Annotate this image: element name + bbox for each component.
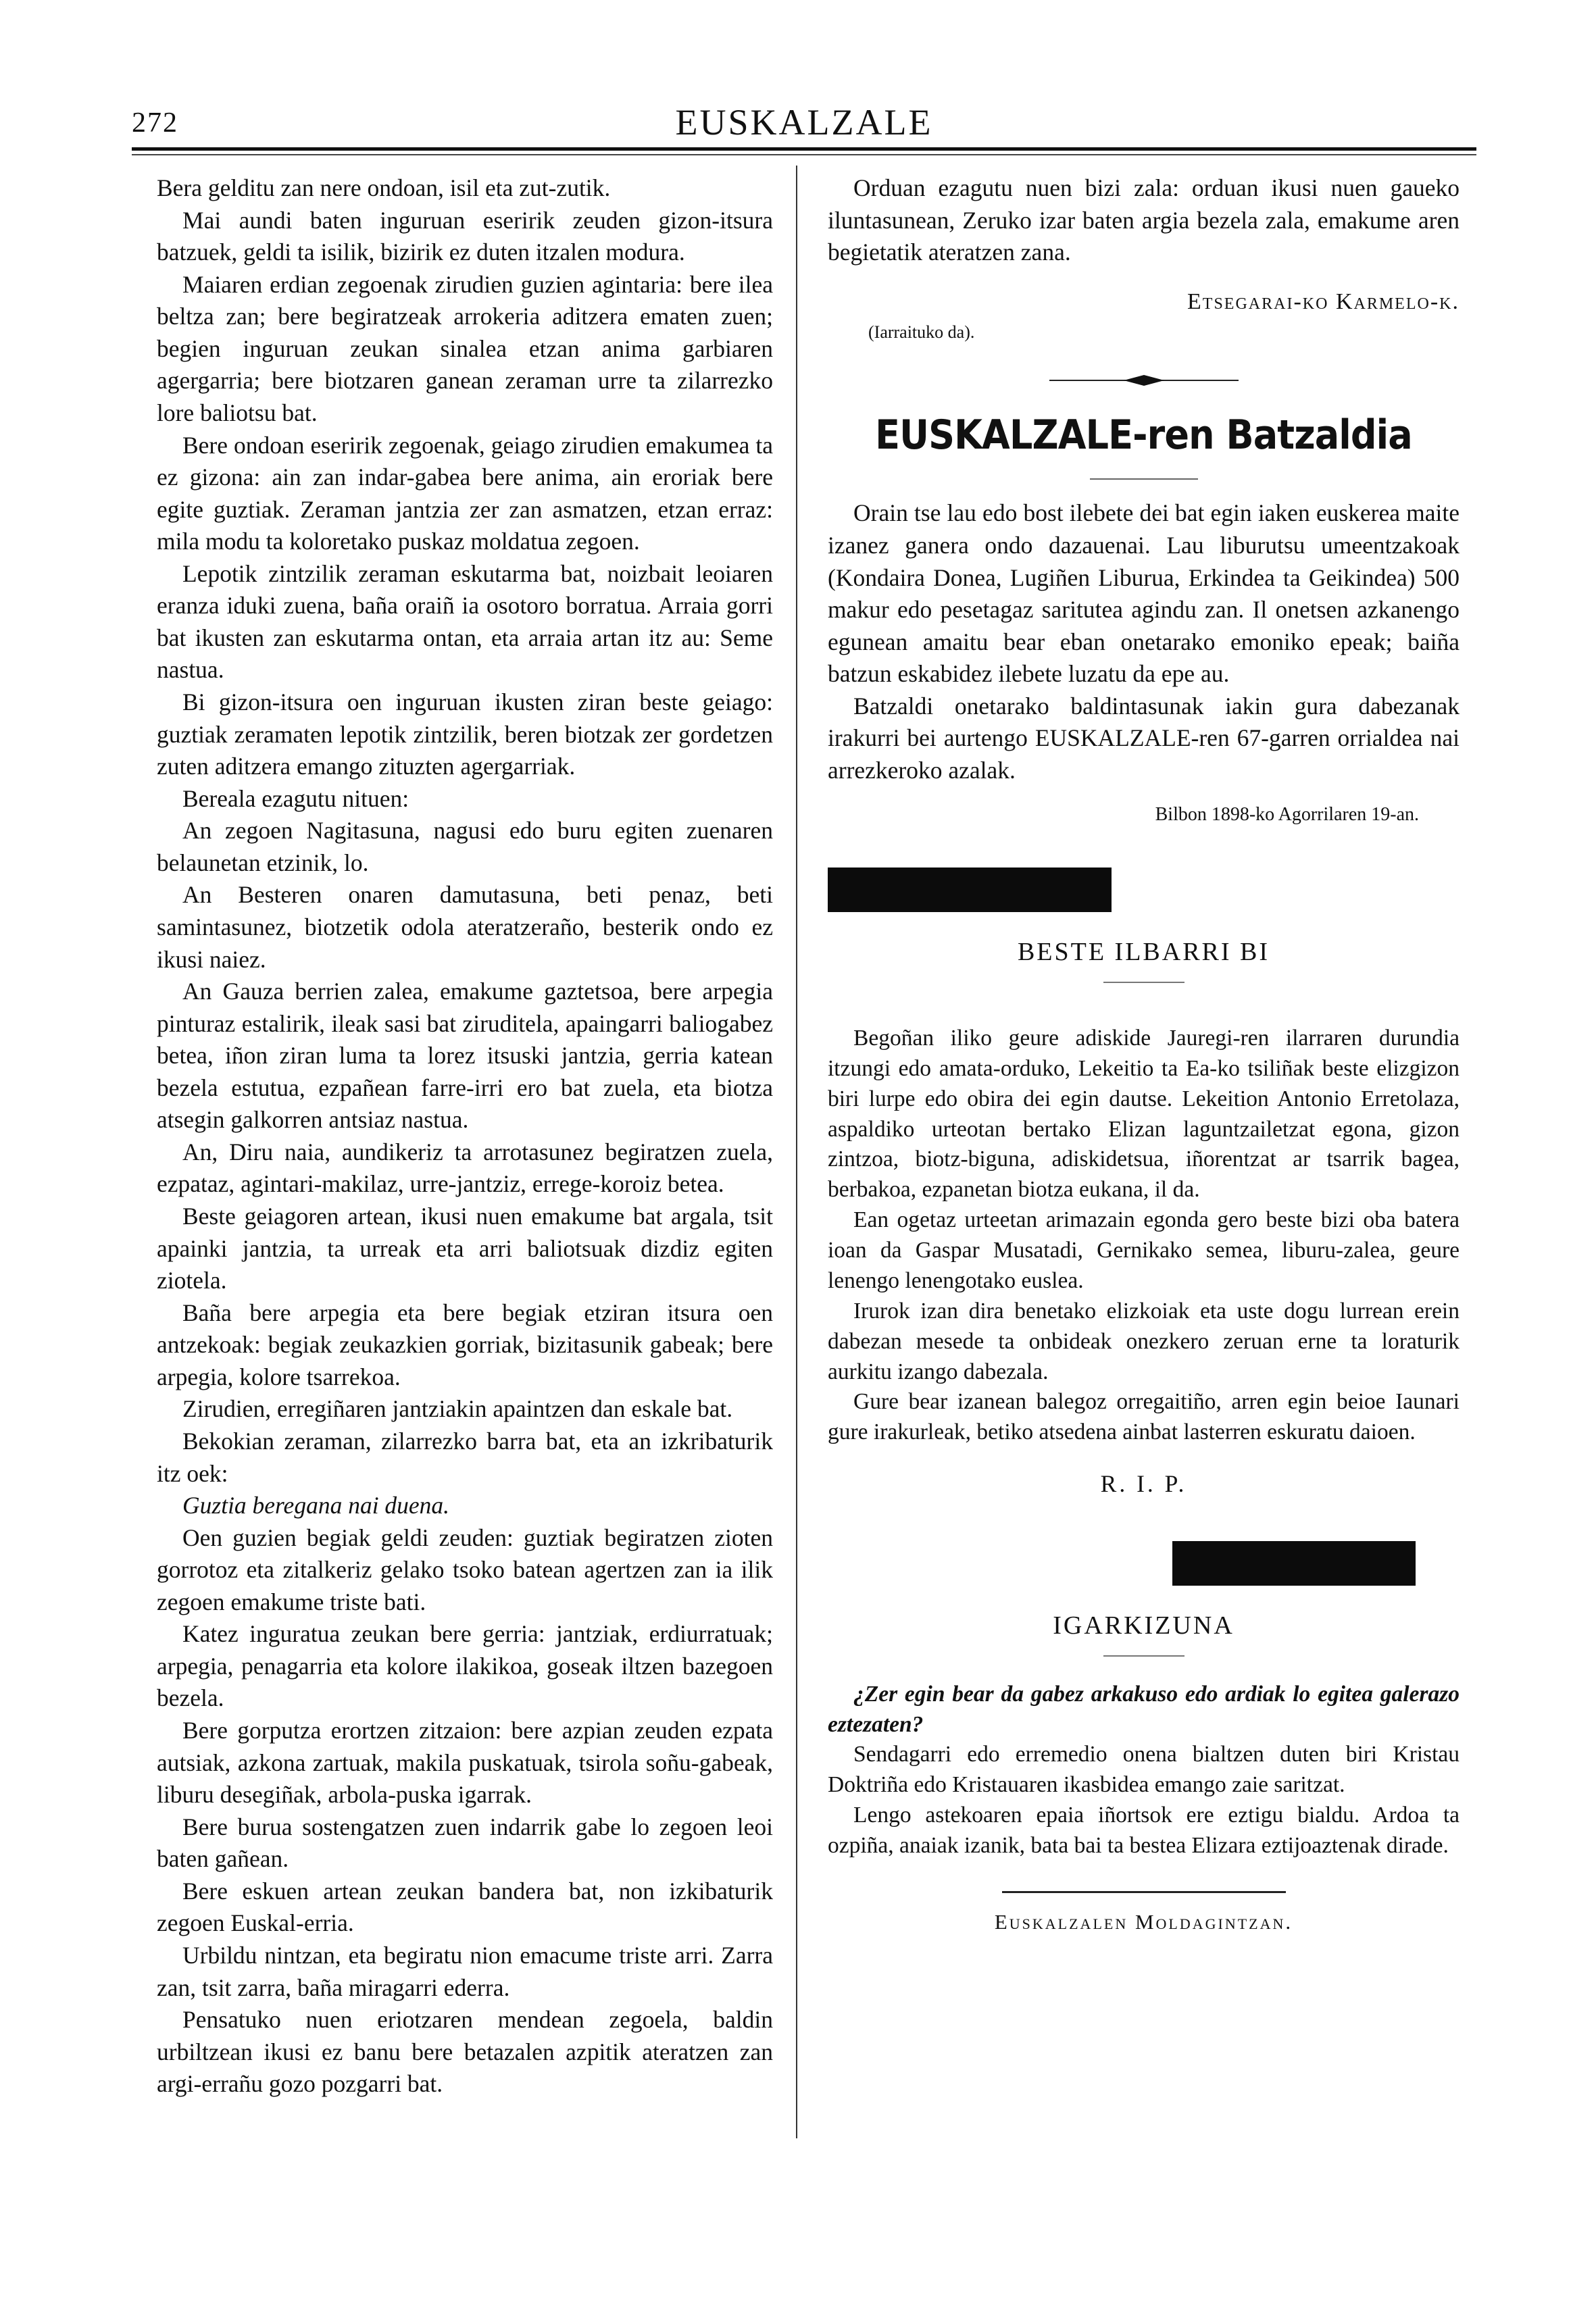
heading-rule [1103, 982, 1184, 983]
paragraph: Orduan ezagutu nuen bizi zala: orduan ikusi nuen gaueko iluntasunean, Zeruko izar baten argia bezela zala, emakume aren begietatik ateratzen zana. [828, 174, 1460, 266]
paragraph: Oen guzien begiak geldi zeuden: guztiak begiratzen zioten gorrotoz eta zitalkeriz gelako tsoko batean agertzen zan ia ilik zegoen emakume triste bati. [157, 1524, 773, 1615]
paragraph: Irurok izan dira benetako elizkoiak eta uste dogu lurrean erein dabezan mesede ta onbideak onezkero zeruan erne ta loraturik aurkitu izango dabezala. [828, 1298, 1460, 1384]
paragraph: Bi gizon-itsura oen inguruan ikusten ziran beste geiago: guztiak zeramaten lepotik zintzilik, beren biotzak zer gordetzen zuten aditzera emango zituzten agergarriak. [157, 688, 773, 780]
paragraph: Begoñan iliko geure adiskide Jauregi-ren ilarraren durundia itzungi edo amata-orduko, Lekeitio ta Ea-ko tsiliñak beste elizgizon biri lurpe edo obira dei egin dautse. Lekeition Antonio Erretolaza, aspaldiko urteotan bertako Elizan laguntzailetzat egona, gizon zintzoa, biotz-biguna, adiskidetsua, iñorentzat ar tsarrik bagea, berbakoa, ezpanetan biotza eukana, il da. [828, 1025, 1460, 1203]
paragraph: Bere burua sostengatzen zuen indarrik gabe lo zegoen leoi baten gañean. [157, 1813, 773, 1873]
paragraph: Urbildu nintzan, eta begiratu nion emacume triste arri. Zarra zan, tsit zarra, baña miragarri ederra. [157, 1941, 773, 2001]
header-rule-thin [132, 154, 1476, 155]
paragraph: Lengo astekoaren epaia iñortsok ere eztigu bialdu. Ardoa ta ozpiña, anaiak izanik, bata bai ta bestea Elizara eztijoaztenak dirade. [828, 1803, 1460, 1859]
paragraph: Lepotik zintzilik zeraman eskutarma bat, noizbait leoiaren eranza iduki zuena, baña oraiñ ia osotoro borratua. Arraia gorri bat ikusten zan eskutarma ontan, eta arraia artan itz au: Seme nastua. [157, 559, 773, 684]
left-column [157, 172, 773, 2101]
paragraph: Mai aundi baten inguruan eseririk zeuden gizon-itsura batzuek, geldi ta isilik, bizirik ez duten itzalen modura. [157, 206, 773, 266]
author-signature: Etsegarai-ko Karmelo-k. [1187, 288, 1460, 314]
page-number: 272 [132, 107, 178, 139]
obituary-body [828, 1024, 1460, 1448]
right-column [828, 172, 1460, 1936]
printer-footer: Euskalzalen Moldagintzan. [994, 1909, 1293, 1934]
paragraph: Baña bere arpegia eta bere begiak etziran itsura oen antzekoak: begiak zeukazkien gorriak, bizitasunik gabeak; bere arpegia, kolore tsarrekoa. [157, 1299, 773, 1390]
paragraph: Ean ogetaz urteetan arimazain egonda gero beste bizi oba batera ioan da Gaspar Musatadi, Gernikako semea, liburu-zalea, geure lenengo lenengotako euslea. [828, 1207, 1460, 1293]
black-bar [1172, 1541, 1416, 1586]
inscription: Guztia beregana nai duena. [182, 1492, 450, 1519]
paragraph: Orain tse lau edo bost ilebete dei bat egin iaken euskerea maite izanez ganera ondo dazauenai. Lau liburutsu umeentzakoak (Kondaira Donea, Lugiñen Liburua, Erkindea ta Geikindea) 500 makur edo pesetagaz saritutea agindu zan. Il onetsen azkanengo egunean amaitu bear eban onetarako emoniko epeak; baiña batzun eskabidez ilebete luzatu da epe au. [828, 499, 1460, 688]
meeting-title: EUSKALZALE-ren Batzaldia [875, 411, 1412, 459]
paragraph: Bekokian zeraman, zilarrezko barra bat, eta an izkribaturik itz oek: [157, 1427, 773, 1487]
riddle-body [828, 1680, 1460, 1861]
column-divider [796, 166, 797, 2138]
footer-rule [1002, 1891, 1286, 1893]
paragraph: Katez inguratua zeukan bere gerria: jantziak, erdiurratuak; arpegia, penagarria eta kolore ilakikoa, goseak iltzen bazegoen bezela. [157, 1620, 773, 1712]
paragraph: Bere eskuen artean zeukan bandera bat, non izkibaturik zegoen Euskal-erria. [157, 1877, 773, 1937]
paragraph: An, Diru naia, aundikeriz ta arrotasunez begiratzen zuela, ezpataz, agintari-makilaz, urre-jantziz, errege-koroiz betea. [157, 1138, 773, 1198]
paragraph: Bera gelditu zan nere ondoan, isil eta zut-zutik. [157, 174, 611, 201]
dateline: Bilbon 1898-ko Agorrilaren 19-an. [1155, 803, 1419, 825]
paragraph: Bere ondoan eseririk zegoenak, geiago zirudien emakumea ta ez gizona: ain zan indar-gabea bere anima, ain eroriak bere egite guztiak. Zeraman jantzia zer zan asmatzen, etzan erraz: mila modu ta koloretako puskaz moldatua zegoen. [157, 431, 773, 555]
riddle-question: ¿Zer egin bear da gabez arkakuso edo ardiak lo egitea galerazo eztezaten? [828, 1681, 1460, 1737]
page-header [132, 95, 1476, 155]
paragraph: Bere gorputza erortzen zitzaion: bere azpian zeuden ezpata autsiak, azkona zartuak, makila puskatuak, tsirola soñu-gabeak, liburu desegiñak, arbola-puska igarrak. [157, 1717, 773, 1809]
running-title: EUSKALZALE [675, 102, 933, 143]
heading-rule [1103, 1655, 1184, 1657]
obituary-heading: BESTE ILBARRI BI [1017, 938, 1270, 967]
continuation-note: (Iarraituko da). [868, 322, 975, 343]
black-bar [828, 867, 1112, 912]
rip-closing: R. I. P. [1100, 1470, 1187, 1498]
paragraph: Gure bear izanean balegoz orregaitiño, arren egin beioe Iaunari gure irakurleak, betiko atsedena ainbat lasterren eskuratu daioen. [828, 1389, 1460, 1445]
section-ornament [1049, 372, 1239, 389]
paragraph: Bereala ezagutu nituen: [182, 784, 409, 812]
paragraph: Beste geiagoren artean, ikusi nuen emakume bat argala, tsit apainki jantzia, ta urreak eta arri baliotsuak dizdiz egiten ziotela. [157, 1203, 773, 1294]
paragraph: Zirudien, erregiñaren jantziakin apaintzen dan eskale bat. [182, 1395, 733, 1423]
title-rule [1090, 478, 1198, 480]
paragraph: An Besteren onaren damutasuna, beti penaz, beti samintasunez, biotzetik odola ateratzeraño, besterik ondo ez ikusi naiez. [157, 881, 773, 973]
paragraph: Pensatuko nuen eriotzaren mendean zegoela, baldin urbiltzean ikusi ez banu bere betazalen azpitik ateratzen zan argi-errañu gozo pozgarri bat. [157, 2006, 773, 2098]
paragraph: Sendagarri edo erremedio onena bialtzen duten biri Kristau Doktriña edo Kristauaren ikasbidea emango zaie saritzat. [828, 1742, 1460, 1798]
paragraph: An zegoen Nagitasuna, nagusi edo buru egiten zuenaren belaunetan etzinik, lo. [157, 817, 773, 876]
paragraph: An Gauza berrien zalea, emakume gaztetsoa, bere arpegia pinturaz estalirik, ileak sasi bat ziruditela, apaingarri baliogabez betea, iñon ziran luma ta lorez itsuski jantzia, gerria katean bezela estutua, ezpañean farre-irri ero bat zuela, eta biotza atsegin galkorren antsiaz nastua. [157, 978, 773, 1134]
paragraph: Batzaldi onetarako baldintasunak iakin gura dabezanak irakurri bei aurtengo EUSKALZALE-ren 67-garren orrialdea nai arrezkeroko azalak. [828, 692, 1460, 784]
riddle-heading: IGARKIZUNA [1053, 1611, 1235, 1640]
paragraph: Maiaren erdian zegoenak zirudien guzien agintaria: bere ilea beltza zan; bere begiratzeak arrokeria aditzera ematen zuen; begien inguruan zeukan sinalea etzan anima garbiaren agergarria; bere biotzaren ganean zeraman urre ta zilarrezko lore baliotsu bat. [157, 270, 773, 426]
header-rule [132, 147, 1476, 151]
